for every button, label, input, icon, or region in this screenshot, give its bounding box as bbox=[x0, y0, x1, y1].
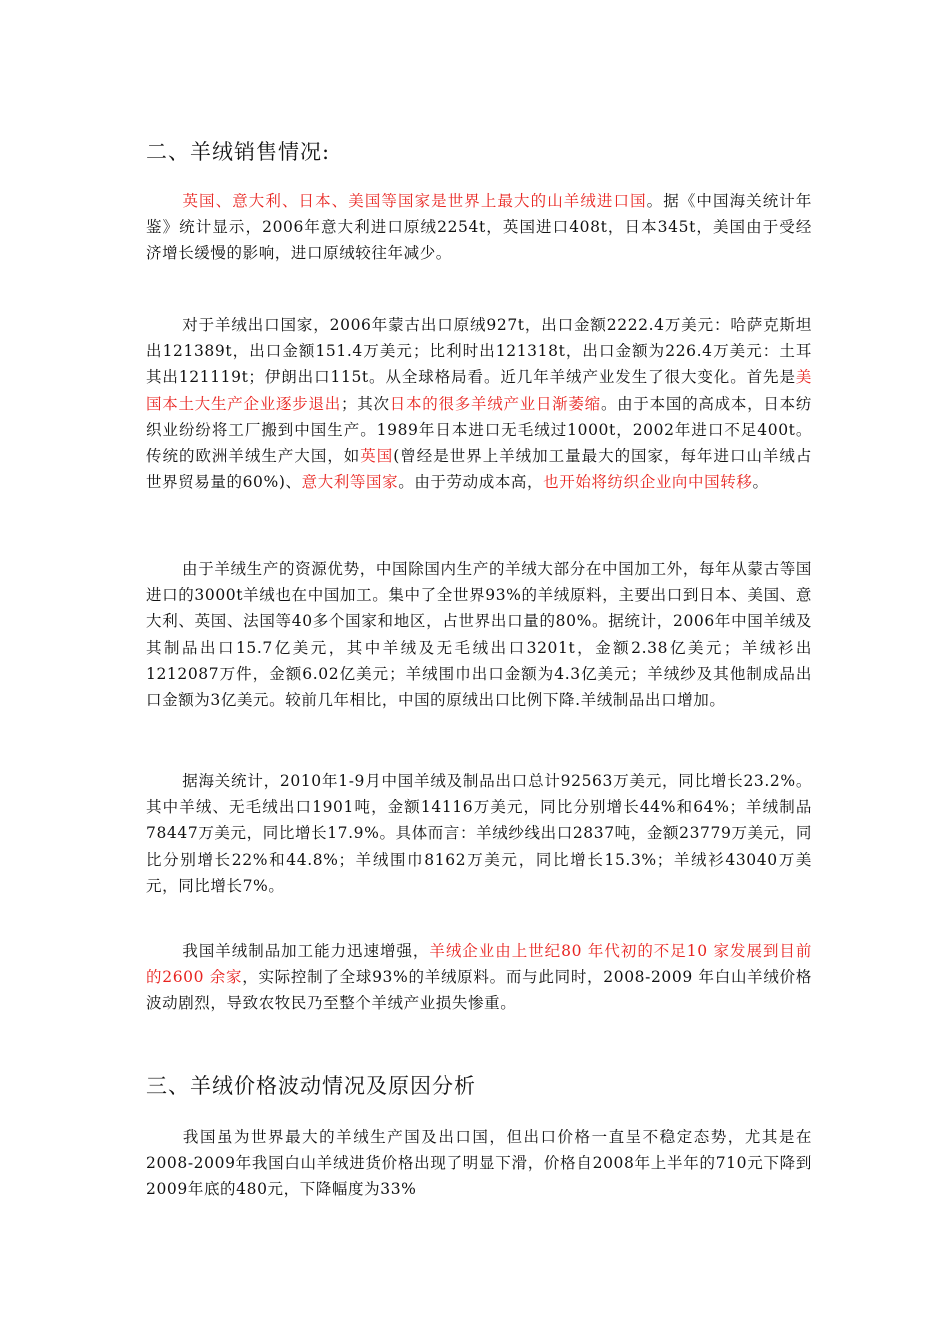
section-2-paragraph-5: 我国羊绒制品加工能力迅速增强，羊绒企业由上世纪80 年代初的不足10 家发展到目前的2600 余家，实际控制了全球93%的羊绒原料。而与此同时，2008-2009 年白山羊绒价格波动剧烈，导致农牧民乃至整个羊绒产业损失惨重。 bbox=[146, 942, 812, 1013]
section-2-heading: 二、羊绒销售情况: bbox=[146, 140, 331, 164]
highlight-importers: 英国、意大利、日本、美国等国家是世界上最大的山羊绒进口国 bbox=[182, 192, 647, 210]
highlight-japan-shrink: 日本的很多羊绒产业日渐萎缩 bbox=[389, 394, 601, 413]
highlight-us-exit: 美国本土大生产企业逐步退出 bbox=[146, 368, 812, 413]
highlight-transfer: 也开始将纺织企业向中国转移 bbox=[543, 473, 753, 492]
section-2-paragraph-3: 由于羊绒生产的资源优势，中国除国内生产的羊绒大部分在中国加工外，每年从蒙古等国进口的3000t羊绒也在中国加工。集中了全世界93%的羊绒原料，主要出口到日本、美国、意大利、英国、法国等40多个国家和地区，占世界出口量的80%。据统计，2006年中国羊绒及其制品出口15.7亿美元，其中羊绒及无毛绒出口3201t，金额2.38亿美元；羊绒衫出1212087万件，金额6.02亿美元；羊绒围巾出口金额为4.3亿美元；羊绒纱及其他制成品出口金额为3亿美元。较前几年相比，中国的原绒出口比例下降.羊绒制品出口增加。 bbox=[146, 560, 812, 710]
section-3-paragraph-1: 我国虽为世界最大的羊绒生产国及出口国，但出口价格一直呈不稳定态势，尤其是在2008-2009年我国白山羊绒进货价格出现了明显下滑，价格自2008年上半年的710元下降到2009年底的480元，下降幅度为33% bbox=[146, 1128, 812, 1199]
highlight-enterprise-growth: 羊绒企业由上世纪80 年代初的不足10 家发展到目前的2600 余家 bbox=[146, 942, 812, 987]
highlight-italy: 意大利等国家 bbox=[301, 473, 399, 492]
section-2-paragraph-2: 对于羊绒出口国家，2006年蒙古出口原绒927t，出口金额2222.4万美元：哈萨克斯坦出121389t，出口金额151.4万美元；比利时出121318t，出口金额为226.4万美元：土耳其出121119t；伊朗出口115t。从全球格局看。近几年羊绒产业发生了很大变化。首先是美国本土大生产企业逐步退出；其次日本的很多羊绒产业日渐萎缩。由于本国的高成本，日本纺织业纷纷将工厂搬到中国生产。1989年日本进口无毛绒过1000t，2002年进口不足400t。传统的欧洲羊绒生产大国，如英国(曾经是世界上羊绒加工量最大的国家，每年进口山羊绒占世界贸易量的60%)、意大利等国家。由于劳动成本高，也开始将纺织企业向中国转移。 bbox=[146, 316, 812, 492]
section-3-heading: 三、羊绒价格波动情况及原因分析 bbox=[146, 1074, 476, 1098]
section-2-paragraph-1: 英国、意大利、日本、美国等国家是世界上最大的山羊绒进口国。据《中国海关统计年鉴》统计显示，2006年意大利进口原绒2254t，英国进口408t，日本345t，美国由于受经济增长缓慢的影响，进口原绒较往年减少。 bbox=[146, 192, 812, 263]
highlight-uk: 英国 bbox=[360, 447, 394, 466]
section-2-paragraph-4: 据海关统计，2010年1-9月中国羊绒及制品出口总计92563万美元，同比增长23.2%。其中羊绒、无毛绒出口1901吨，金额14116万美元，同比分别增长44%和64%；羊绒制品78447万美元，同比增长17.9%。具体而言：羊绒纱线出口2837吨，金额23779万美元，同比分别增长22%和44.8%；羊绒围巾8162万美元，同比增长15.3%；羊绒衫43040万美元，同比增长7%。 bbox=[146, 772, 812, 895]
